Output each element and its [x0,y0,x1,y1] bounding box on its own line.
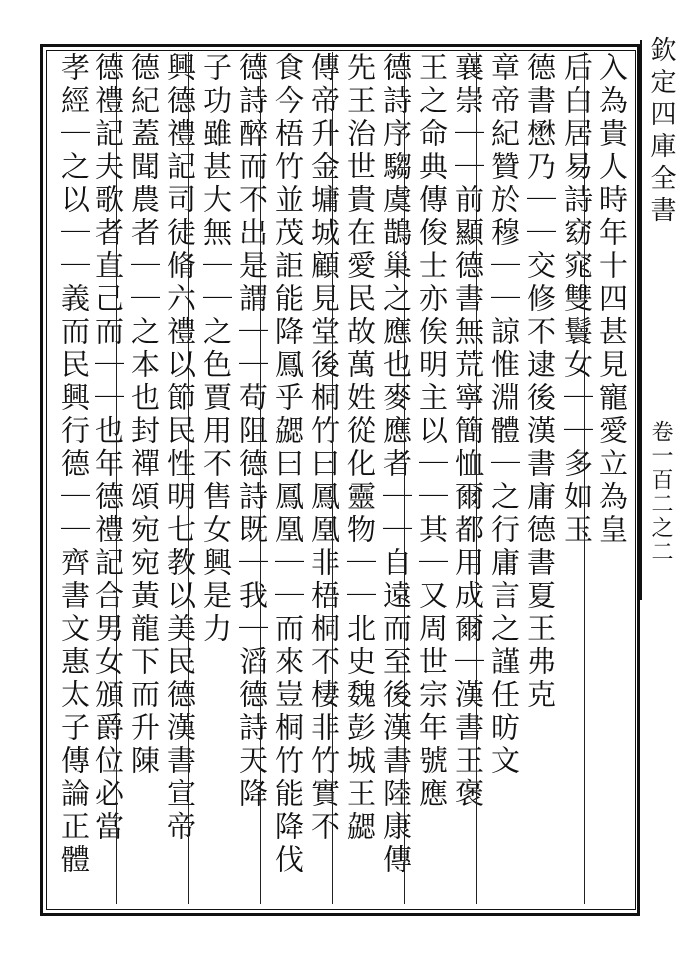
text-column-14: 德紀蓋聞農者｜｜之本也封禪頌宛宛黃龍下而升陳 [127,52,161,778]
text-column-6: 王之命典傳俊士亦俟明主以｜｜其｜又周世宗年號應 [415,52,449,811]
column-rule [188,52,189,904]
column-rule [116,52,117,904]
text-column-15: 德禮記夫歌者直己而｜｜也年德禮記合男女頒爵位必當 [91,52,125,844]
text-column-1: 入為貴人時年十四甚見寵愛立為皇 [595,52,629,547]
text-column-8: 先王治世貴在愛民故萬姓從化靈物｜｜北史魏彭城王勰 [343,52,377,844]
text-column-9: 傳帝升金墉城顧見堂後桐竹曰鳳凰非梧桐不棲非竹實不 [307,52,341,844]
text-column-2: 后白居易詩窈窕雙鬟女｜｜多如玉 [560,52,594,547]
column-rule [260,52,261,904]
volume-number: 卷一百二之二 [648,420,673,564]
text-column-16: 孝經｜之以｜｜義而民興行德｜｜齊書文惠太子傳論正體 [57,52,91,877]
column-rule [476,52,477,904]
column-rule [404,52,405,904]
column-rule [584,52,585,904]
text-column-7: 德詩序騶虞鵲巢之應也麥應者｜｜自遠而至後漢書陸康傳 [379,52,413,877]
text-column-11: 德詩醉而不出是謂｜｜苟阻德詩既｜我｜滔德詩天降 [235,52,269,811]
text-column-12: 子功雖甚大無｜｜之色賈用不售女興是力 [199,52,233,646]
column-rule [332,52,333,904]
book-title: 欽定四庫全書 [646,36,676,228]
text-column-4: 章帝紀贊於穆｜｜諒惟淵體｜之行庸言之謹任昉文 [487,52,521,778]
text-column-10: 食今梧竹並茂詎能降鳳乎勰曰鳳凰｜｜而來豈桐竹能降伐 [271,52,305,877]
text-column-3: 德書懋乃｜｜交修不逮後漢書庸德書夏王弗克 [523,52,557,712]
text-column-13: 興德禮記司徒脩六禮以節民性明七教以美民德漢書宣帝 [163,52,197,844]
text-column-5: 襄崇｜｜前顯德書無荒寧簡恤爾都用成爾｜漢書王褒 [451,52,485,811]
